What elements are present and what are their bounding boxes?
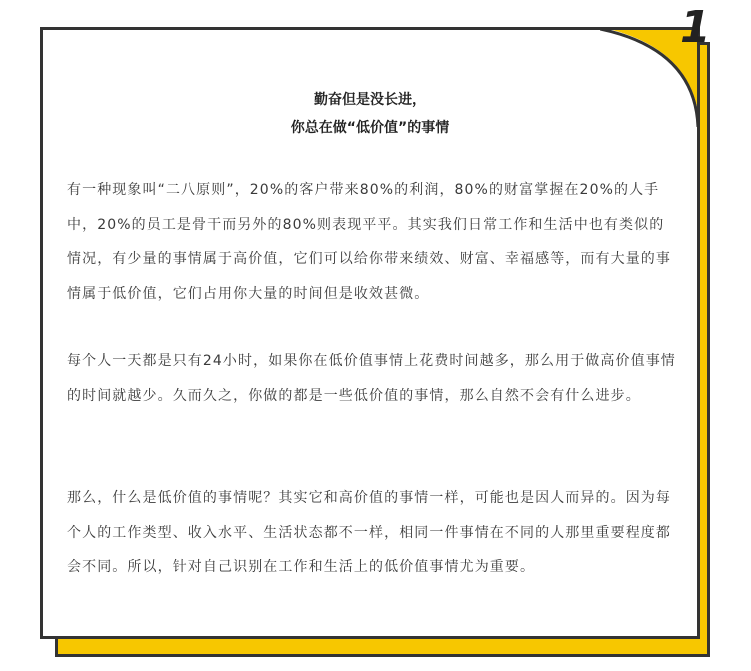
corner-number-text: 1: [680, 2, 711, 50]
title-line-1: 勤奋但是没长进，: [314, 92, 426, 108]
article-title: [43, 86, 697, 142]
paragraph-1: 有一种现象叫“二八原则”，20%的客户带来80%的利润，80%的财富掌握在20%的人手中，20%的员工是骨干而另外的80%则表现平平。其实我们日常工作和生活中也有类似的情况，有少量的事情属于高价值，它们可以给你带来绩效、财富、幸福感等，而有大量的事情属于低价值，它们占用你大量的时间但是收效甚微。: [67, 182, 671, 302]
article-card: [40, 27, 700, 639]
title-line-2: 你总在做“低价值”的事情: [290, 120, 450, 136]
paragraph-3: 那么，什么是低价值的事情呢？其实它和高价值的事情一样，可能也是因人而异的。因为每个人的工作类型、收入水平、生活状态都不一样，相同一件事情在不同的人那里重要程度都会不同。所以，针对自己识别在工作和生活上的低价值事情尤为重要。: [67, 490, 671, 575]
paragraph-2: 每个人一天都是只有24小时，如果你在低价值事情上花费时间越多，那么用于做高价值事情的时间就越少。久而久之，你做的都是一些低价值的事情，那么自然不会有什么进步。: [67, 353, 676, 404]
number-badge: [672, 2, 732, 50]
